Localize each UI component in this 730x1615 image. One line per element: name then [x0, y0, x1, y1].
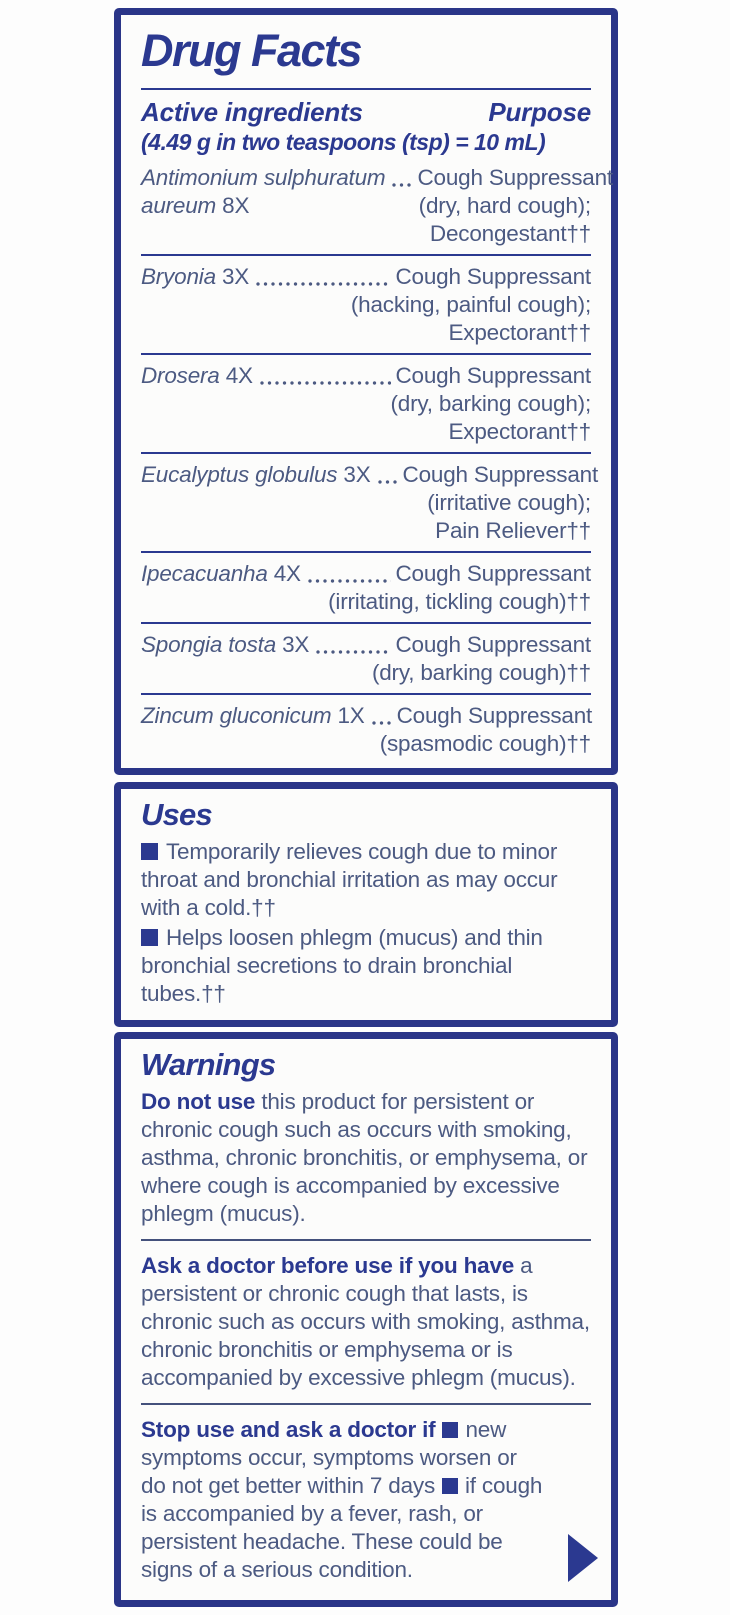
bullet-square-icon — [141, 843, 158, 860]
uses-section — [114, 782, 618, 1027]
ingredient-purpose: Cough Suppressant — [402, 462, 599, 487]
ingredient-purpose-detail: Pain Reliever†† — [435, 518, 591, 543]
ingredient-row — [141, 362, 591, 446]
ingredient-purpose: Cough Suppressant — [395, 632, 591, 657]
ingredient-name: Spongia tosta 3X — [141, 632, 310, 657]
ingredient-row — [141, 631, 591, 687]
continue-arrow-icon — [568, 1534, 598, 1582]
row-divider — [141, 353, 591, 355]
ingredient-purpose: Cough Suppressant — [395, 561, 591, 586]
ingredient-name: Zincum gluconicum 1X — [141, 703, 365, 728]
active-ingredients-column-header: Active ingredients — [141, 97, 363, 127]
do-not-use-lead: Do not use — [141, 1089, 256, 1114]
purpose-column-header: Purpose — [488, 97, 591, 127]
do-not-use-paragraph — [141, 1088, 591, 1228]
row-divider — [141, 693, 591, 695]
stop-use-text: if cough is accompanied by a fever, rash, or persistent headache. These could be signs of a serious condition. — [141, 1473, 543, 1582]
dose-equivalence-note: (4.49 g in two teaspoons (tsp) = 10 mL) — [141, 129, 546, 155]
active-ingredients-section — [114, 8, 618, 775]
ingredient-name-continued: aureum 8X — [141, 193, 250, 218]
ingredient-purpose: Cough Suppressant — [395, 264, 591, 289]
drug-facts-title: Drug Facts — [141, 25, 362, 76]
bullet-square-icon — [141, 929, 158, 946]
row-divider — [141, 551, 591, 553]
stop-use-lead: Stop use and ask a doctor if — [141, 1417, 436, 1442]
ingredient-purpose: Cough Suppressant — [395, 363, 591, 388]
ingredient-name: Ipecacuanha 4X — [141, 561, 301, 586]
ingredient-purpose-detail: Expectorant†† — [448, 320, 591, 345]
uses-heading: Uses — [141, 797, 212, 832]
ask-doctor-paragraph — [141, 1252, 591, 1392]
ingredient-name: Drosera 4X — [141, 363, 253, 388]
dot-leader — [256, 282, 390, 286]
dot-leader — [316, 650, 390, 654]
row-divider — [141, 452, 591, 454]
ingredient-row — [141, 702, 591, 758]
ask-doctor-lead: Ask a doctor before use if you have — [141, 1253, 515, 1278]
ingredient-purpose: Cough Suppressant — [417, 165, 613, 190]
ingredient-row — [141, 560, 591, 616]
dot-leader — [392, 183, 412, 187]
use-text: Helps loosen phlegm (mucus) and thin bronchial secretions to drain bronchial tubes.†† — [141, 925, 543, 1006]
ingredient-purpose-detail: Decongestant†† — [429, 221, 591, 246]
ingredient-name: Antimonium sulphuratum — [141, 165, 386, 190]
warnings-section — [114, 1032, 618, 1607]
table-header — [141, 97, 591, 128]
bullet-square-icon — [442, 1478, 458, 1494]
ingredient-row — [141, 461, 599, 545]
warnings-divider — [141, 1403, 591, 1405]
stop-use-text: new symptoms occur, symptoms worsen or do not get better within 7 days — [141, 1417, 517, 1498]
bullet-square-icon — [442, 1422, 458, 1438]
ingredient-name: Eucalyptus globulus 3X — [141, 462, 371, 487]
ingredient-purpose-detail: (irritating, tickling cough)†† — [328, 589, 591, 614]
use-text: Temporarily relieves cough due to minor throat and bronchial irritation as may occur with a cold.†† — [141, 839, 558, 920]
ingredient-purpose-detail: (dry, barking cough); — [390, 391, 591, 416]
warnings-heading: Warnings — [141, 1047, 276, 1082]
ask-doctor-text: a persistent or chronic cough that lasts, is chronic such as occurs with smoking, asthma, chronic bronchitis or emphysema or is accompanied by excessive phlegm (mucus). — [141, 1253, 590, 1390]
dot-leader — [378, 480, 398, 484]
ingredient-row — [141, 164, 613, 248]
ingredient-purpose-detail: (hacking, painful cough); — [350, 292, 591, 317]
do-not-use-text: this product for persistent or chronic cough such as occurs with smoking, asthma, chronic bronchitis, or emphysema, or where cough is accompanied by excessive phlegm (mucus). — [141, 1089, 588, 1226]
title-divider — [141, 88, 591, 90]
ingredient-purpose-detail: (spasmodic cough)†† — [379, 731, 591, 756]
stop-use-paragraph — [141, 1416, 591, 1584]
warnings-divider — [141, 1239, 591, 1241]
dot-leader — [260, 381, 391, 385]
use-item — [141, 924, 591, 1008]
ingredient-row — [141, 263, 591, 347]
row-divider — [141, 254, 591, 256]
ingredient-purpose-detail: (dry, hard cough); — [418, 193, 591, 218]
ingredient-purpose-detail: Expectorant†† — [448, 419, 591, 444]
use-item — [141, 838, 591, 922]
ingredient-purpose-detail: (dry, barking cough)†† — [371, 660, 591, 685]
dot-leader — [372, 721, 392, 725]
ingredient-purpose: Cough Suppressant — [396, 703, 593, 728]
dot-leader — [308, 579, 391, 583]
row-divider — [141, 622, 591, 624]
ingredient-name: Bryonia 3X — [141, 264, 250, 289]
ingredient-purpose-detail: (irritative cough); — [427, 490, 591, 515]
